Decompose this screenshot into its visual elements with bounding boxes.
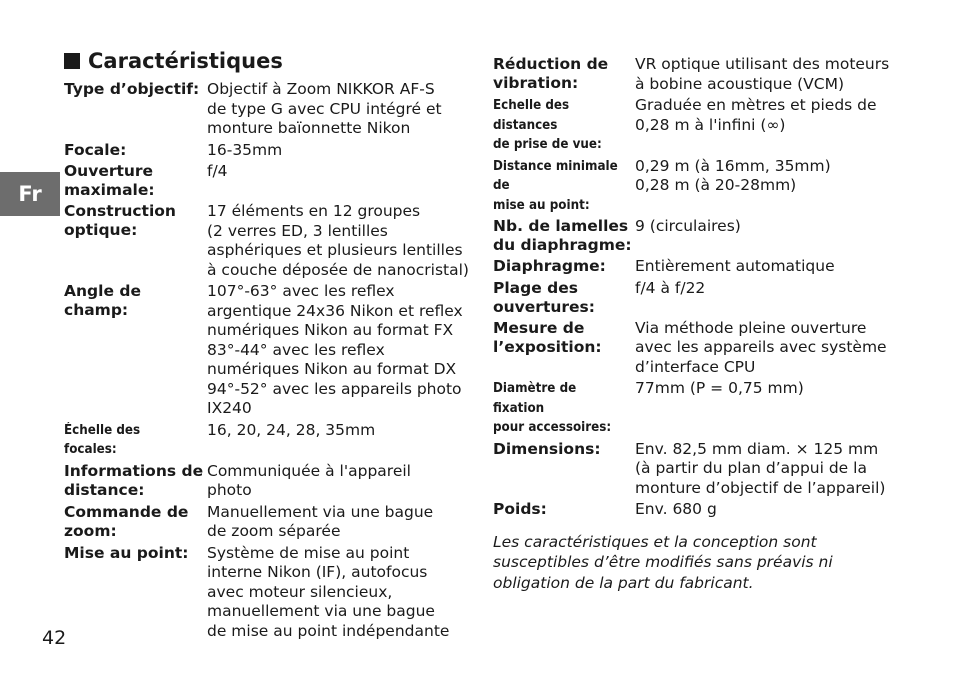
spec-label: Échelle des focales: [64,422,141,457]
spec-value: Système de mise au point interne Nikon (IF), autofocus avec moteur silencieux, manuellement via une bague de mise au point indépendante [207,543,450,640]
spec-value: 16, 20, 24, 28, 35mm [207,420,376,439]
spec-value: Via méthode pleine ouverture avec les appareils avec système d’interface CPU [635,318,887,376]
spec-label: Dimensions: [493,439,601,458]
spec-value: 77mm (P = 0,75 mm) [635,379,804,397]
spec-value: 0,29 m (à 16mm, 35mm) 0,28 m (à 20-28mm) [635,156,831,194]
spec-value: f/4 [207,162,228,180]
spec-label: Informations de distance: [64,461,204,499]
spec-row [64,421,474,460]
section-title-text: Caractéristiques [88,49,283,73]
spec-value: f/4 à f/22 [635,278,706,297]
language-tab: Fr [0,172,60,216]
spec-value: VR optique utilisant des moteurs à bobine acoustique (VCM) [635,55,890,93]
spec-label: Construction optique: [64,202,176,239]
spec-label: Plage des ouvertures: [493,278,595,316]
spec-row [64,462,474,501]
spec-label: Mise au point: [64,543,189,562]
page-number: 42 [42,627,67,649]
spec-label: Mesure de l’exposition: [493,318,602,356]
spec-row [493,440,903,499]
spec-label: Ouverture maximale: [64,162,155,199]
spec-value: Graduée en mètres et pieds de 0,28 m à l'infini (∞) [635,96,877,134]
spec-row [64,80,474,139]
spec-value: Communiquée à l'appareil photo [207,461,411,499]
spec-column-left [64,80,474,643]
spec-value: 17 éléments en 12 groupes (2 verres ED, 3 lentilles asphériques et plusieurs lentilles à couche déposée de nanocristal) [207,202,469,279]
spec-value: Entièrement automatique [635,257,835,275]
spec-row [64,544,474,642]
spec-value: Objectif à Zoom NIKKOR AF-S de type G avec CPU intégré et monture baïonnette Nikon [207,80,442,137]
spec-row [64,282,474,419]
spec-label: Commande de zoom: [64,502,189,540]
square-bullet-icon [64,53,80,69]
spec-label: Focale: [64,140,127,159]
spec-value: Env. 82,5 mm diam. × 125 mm (à partir du plan d’appui de la monture d’objectif de l’appareil) [635,439,886,497]
spec-row [493,157,903,216]
spec-row [64,202,474,280]
spec-row [493,279,903,317]
spec-value: 16-35mm [207,140,283,159]
spec-label: Echelle des distances de prise de vue: [493,98,602,152]
spec-value: Env. 680 g [635,500,717,518]
spec-value: 9 (circulaires) [635,217,741,235]
spec-label: Type d’objectif: [64,80,200,98]
spec-label: Angle de champ: [64,282,141,319]
spec-value: Manuellement via une bague de zoom séparée [207,502,434,540]
spec-row [493,217,903,255]
section-title [64,49,283,73]
spec-row [493,55,903,94]
spec-label: Poids: [493,500,547,518]
spec-row [64,141,474,161]
spec-label: Diamètre de fixation pour accessoires: [493,381,612,435]
spec-label: Diaphragme: [493,257,606,275]
spec-column-right [493,55,903,593]
spec-label: Réduction de vibration: [493,55,609,92]
disclaimer-note: Les caractéristiques et la conception sont susceptibles d’être modifiés sans préavis ni obligation de la part du fabricant. [493,532,833,592]
spec-row [493,96,903,155]
spec-row [493,500,903,520]
spec-label: Distance minimale de mise au point: [493,158,618,213]
spec-row [64,162,474,200]
spec-row [493,319,903,378]
spec-value: 107°-63° avec les reflex argentique 24x36 Nikon et reflex numériques Nikon au format FX 83°-44° avec les reflex numériques Nikon au format DX 94°-52° avec les appareils photo IX240 [207,282,463,417]
spec-row [493,379,903,438]
spec-row [64,503,474,542]
spec-row [493,257,903,277]
spec-label: Nb. de lamelles du diaphragme: [493,217,632,254]
